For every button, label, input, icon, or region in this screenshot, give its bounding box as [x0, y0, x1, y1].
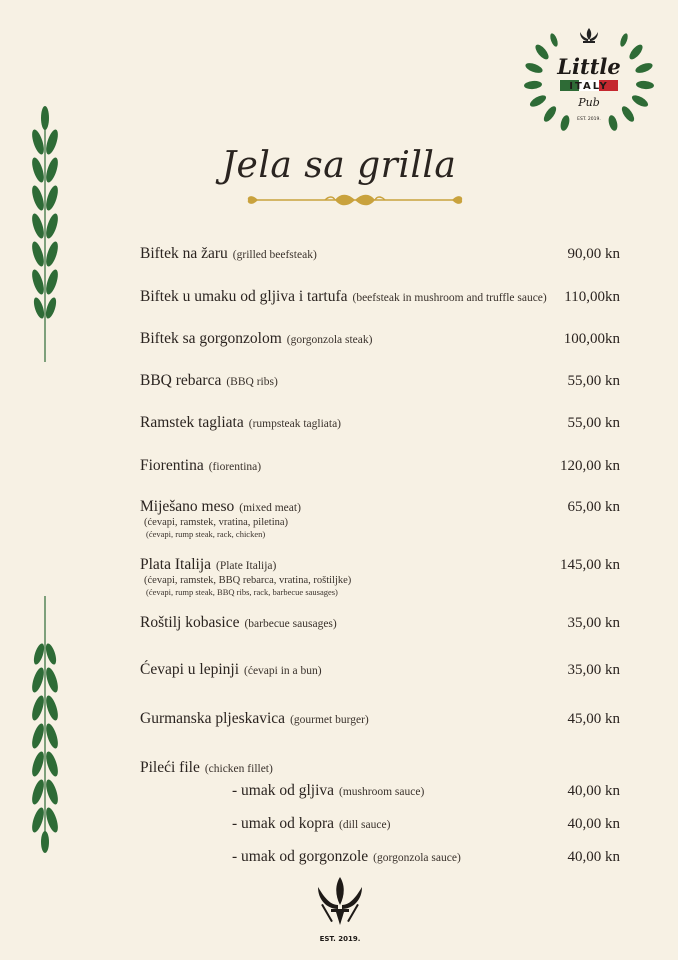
option-translation: (mushroom sauce): [339, 786, 425, 798]
menu-item: [140, 243, 620, 263]
item-price: 55,00 kn: [567, 373, 620, 389]
menu-item: [140, 328, 620, 348]
menu-item: [140, 370, 620, 390]
item-name: Biftek na žaru: [140, 245, 228, 262]
item-name: Ramstek tagliata: [140, 414, 244, 431]
menu-item: [140, 659, 620, 679]
item-name: Biftek sa gorgonzolom: [140, 330, 282, 347]
option-translation: (gorgonzola sauce): [373, 852, 461, 864]
menu-item: [140, 455, 620, 475]
svg-text:Little: Little: [557, 54, 621, 79]
item-translation: (BBQ ribs): [226, 376, 278, 388]
option-price: 40,00 kn: [567, 783, 620, 799]
svg-text:ITALY: ITALY: [569, 81, 609, 92]
little-italy-logo: [524, 22, 654, 134]
item-price: 45,00 kn: [567, 711, 620, 727]
item-name: BBQ rebarca: [140, 372, 222, 389]
item-name: Gurmanska pljeskavica: [140, 710, 286, 727]
option-name: - umak od gljiva: [232, 782, 335, 799]
item-name: Pileći file: [140, 759, 200, 776]
item-name: Plata Italija: [140, 556, 212, 573]
item-description: (ćevapi, ramstek, vratina, piletina): [144, 517, 289, 528]
item-translation: (gorgonzola steak): [286, 334, 373, 346]
item-price: 65,00 kn: [567, 499, 620, 515]
item-name: Biftek u umaku od gljiva i tartufa: [140, 288, 348, 305]
item-translation: (gourmet burger): [290, 714, 369, 726]
item-translation: (chicken fillet): [204, 763, 273, 775]
item-price: 55,00 kn: [567, 415, 620, 431]
item-description: (ćevapi, ramstek, BBQ rebarca, vratina, roštiljke): [144, 575, 352, 586]
item-price: 90,00 kn: [567, 246, 620, 262]
item-translation: (mixed meat): [239, 502, 301, 514]
item-name: Miješano meso: [140, 498, 235, 515]
item-price: 35,00 kn: [567, 615, 620, 631]
item-translation: (ćevapi in a bun): [244, 665, 322, 677]
option-name: - umak od gorgonzole: [232, 848, 369, 865]
menu-item: [140, 554, 620, 598]
item-description-en: (ćevapi, rump steak, BBQ ribs, rack, barbecue sausages): [146, 587, 338, 597]
option-name: - umak od kopra: [232, 815, 335, 832]
sauce-option: [232, 813, 620, 833]
item-translation: (Plate Italija): [216, 560, 277, 572]
menu-item: [140, 496, 620, 540]
menu-item: [140, 708, 620, 728]
wheat-branch-icon: [28, 104, 62, 366]
svg-text:EST. 2019.: EST. 2019.: [577, 117, 601, 122]
item-name: Fiorentina: [140, 457, 204, 474]
item-price: 110,00kn: [564, 289, 620, 305]
footer-est-text: EST. 2019.: [319, 935, 361, 943]
item-price: 120,00 kn: [560, 458, 620, 474]
menu-item: [140, 286, 620, 306]
option-price: 40,00 kn: [567, 816, 620, 832]
item-price: 35,00 kn: [567, 662, 620, 678]
item-price: 145,00 kn: [560, 557, 620, 573]
option-translation: (dill sauce): [339, 819, 391, 831]
item-translation: (grilled beefsteak): [232, 249, 317, 261]
fleur-de-lis-icon: [580, 28, 598, 43]
svg-text:Pub: Pub: [578, 96, 600, 109]
page-title: Jela sa grilla: [221, 145, 457, 186]
item-name: Ćevapi u lepinji: [140, 661, 240, 678]
footer-emblem: [314, 875, 366, 945]
item-description-en: (ćevapi, rump steak, rack, chicken): [146, 529, 266, 539]
item-translation: (barbecue sausages): [244, 618, 337, 630]
ornament-divider-icon: [245, 190, 465, 210]
fleur-de-lis-icon: [318, 877, 362, 925]
item-translation: (beefsteak in mushroom and truffle sauce): [352, 292, 547, 304]
sauce-option: [232, 846, 620, 866]
wheat-branch-icon: [28, 594, 62, 856]
menu-item: [140, 612, 620, 632]
sauce-option: [232, 780, 620, 800]
logo-text: [556, 54, 620, 122]
item-translation: (fiorentina): [208, 461, 262, 473]
option-price: 40,00 kn: [567, 849, 620, 865]
menu-item: [140, 412, 620, 432]
item-name: Roštilj kobasice: [140, 614, 240, 631]
item-translation: (rumpsteak tagliata): [248, 418, 342, 430]
item-price: 100,00kn: [563, 331, 620, 347]
menu-item: [140, 757, 620, 777]
